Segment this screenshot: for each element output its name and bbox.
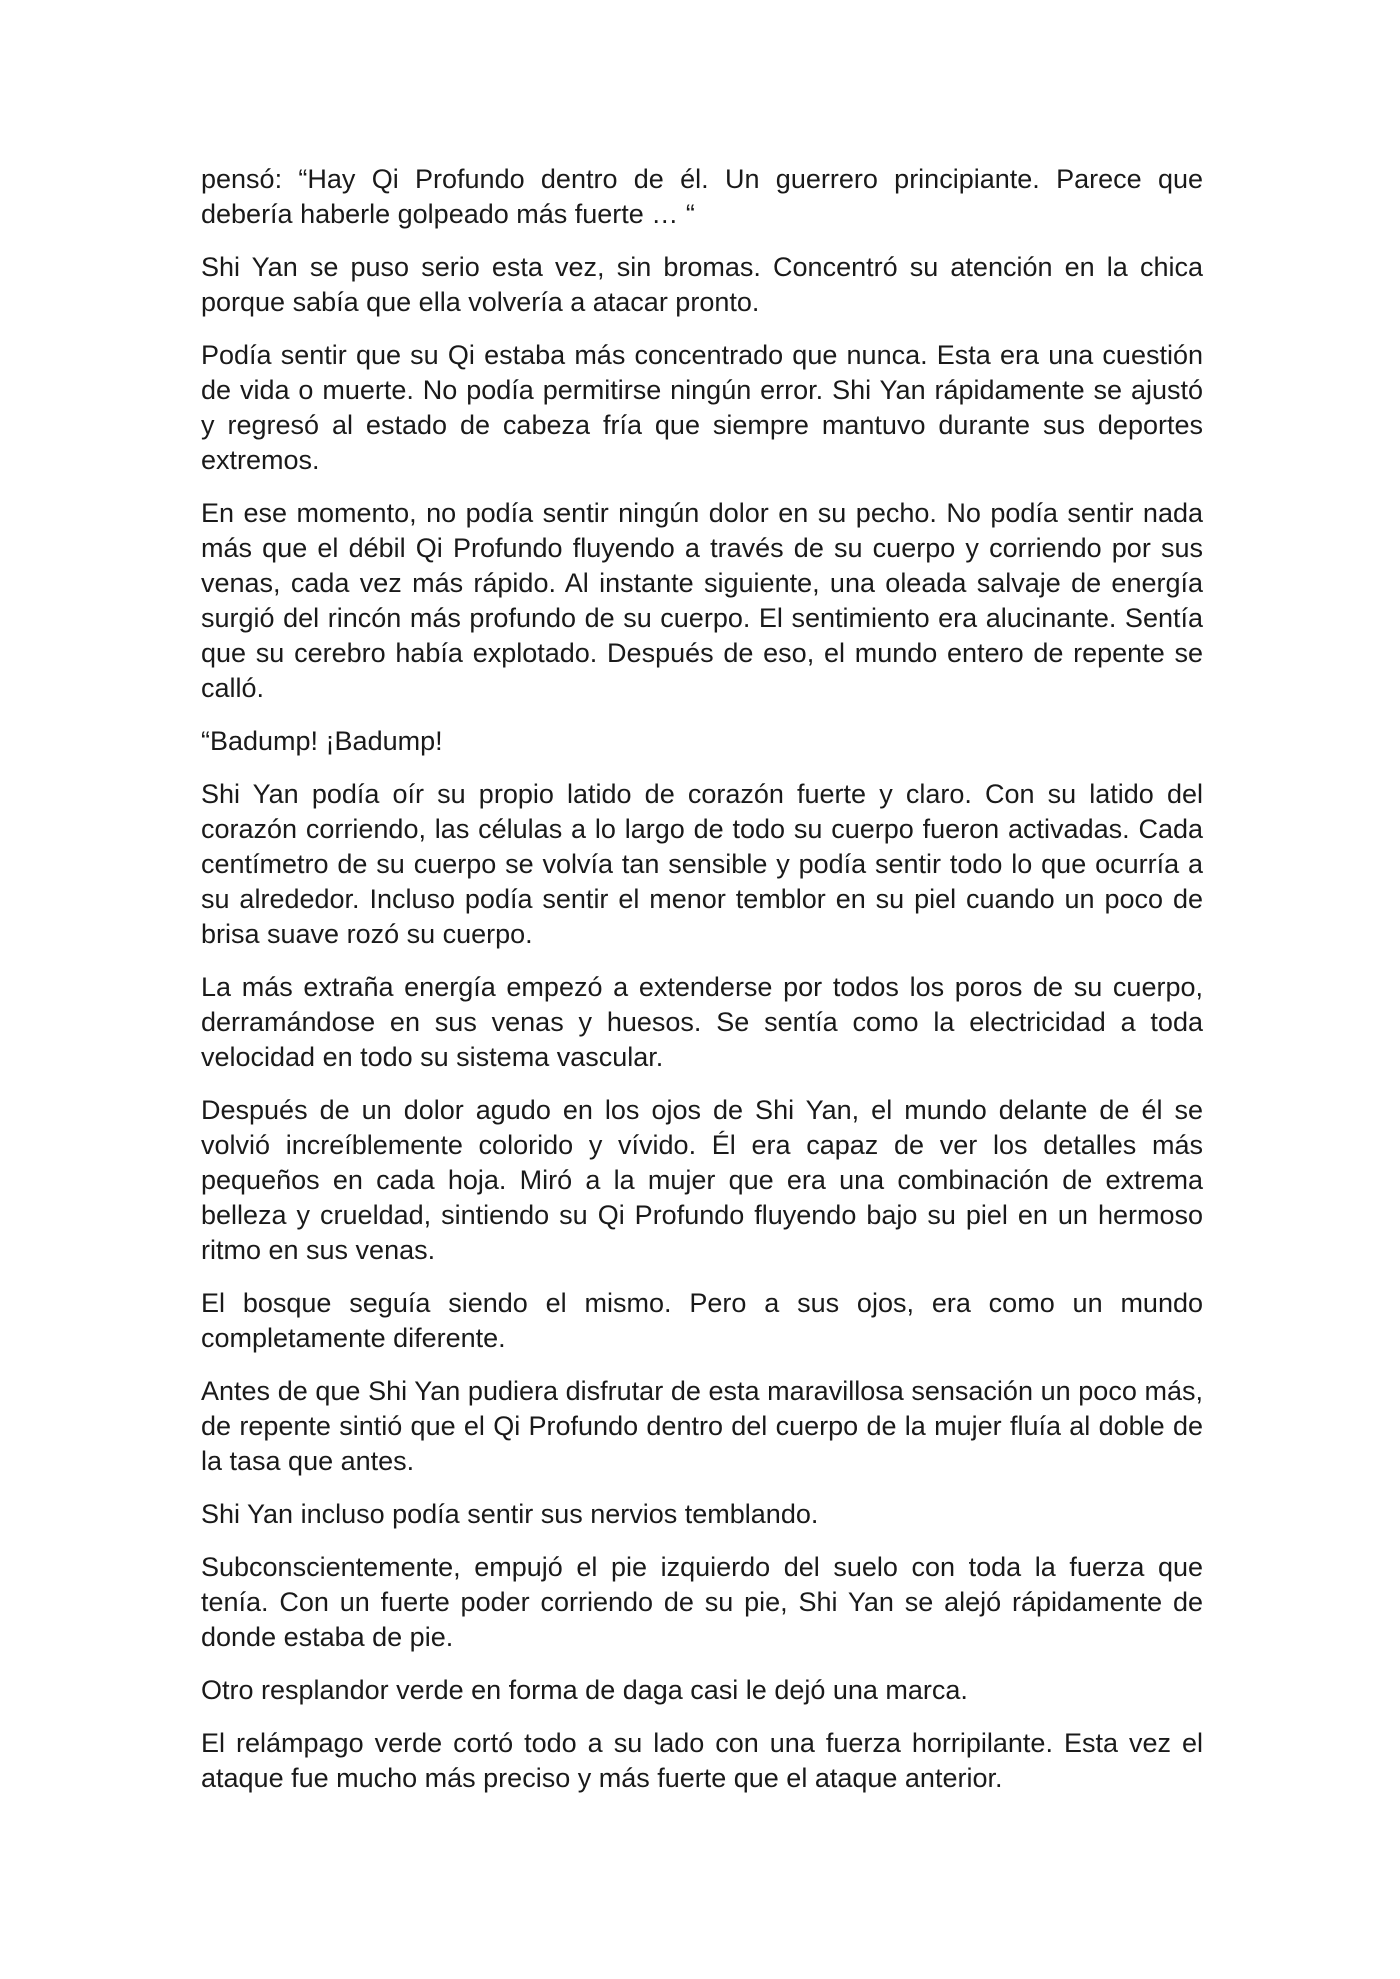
paragraph: “Badump! ¡Badump! [201,726,443,756]
paragraph: pensó: “Hay Qi Profundo dentro de él. Un guerrero principiante. Parece que debería haberle golpeado más fuerte … “ [201,164,1203,229]
paragraph: Subconscientemente, empujó el pie izquierdo del suelo con toda la fuerza que tenía. Con un fuerte poder corriendo de su pie, Shi Yan se alejó rápidamente de donde estaba de pie. [201,1552,1203,1652]
paragraph: Otro resplandor verde en forma de daga casi le dejó una marca. [201,1675,968,1705]
paragraph: El bosque seguía siendo el mismo. Pero a sus ojos, era como un mundo completamente diferente. [201,1288,1203,1353]
paragraph: En ese momento, no podía sentir ningún dolor en su pecho. No podía sentir nada más que el débil Qi Profundo fluyendo a través de su cuerpo y corriendo por sus venas, cada vez más rápido. Al instante siguiente, una oleada salvaje de energía surgió del rincón más profundo de su cuerpo. El sentimiento era alucinante. Sentía que su cerebro había explotado. Después de eso, el mundo entero de repente se calló. [201,498,1203,703]
paragraph: Después de un dolor agudo en los ojos de Shi Yan, el mundo delante de él se volvió increíblemente colorido y vívido. Él era capaz de ver los detalles más pequeños en cada hoja. Miró a la mujer que era una combinación de extrema belleza y crueldad, sintiendo su Qi Profundo fluyendo bajo su piel en un hermoso ritmo en sus venas. [201,1095,1203,1265]
paragraph: El relámpago verde cortó todo a su lado con una fuerza horripilante. Esta vez el ataque fue mucho más preciso y más fuerte que el ataque anterior. [201,1728,1203,1793]
paragraph: Podía sentir que su Qi estaba más concentrado que nunca. Esta era una cuestión de vida o muerte. No podía permitirse ningún error. Shi Yan rápidamente se ajustó y regresó al estado de cabeza fría que siempre mantuvo durante sus deportes extremos. [201,340,1203,475]
paragraph: La más extraña energía empezó a extenderse por todos los poros de su cuerpo, derramándose en sus venas y huesos. Se sentía como la electricidad a toda velocidad en todo su sistema vascular. [201,972,1203,1072]
paragraph: Shi Yan se puso serio esta vez, sin bromas. Concentró su atención en la chica porque sabía que ella volvería a atacar pronto. [201,252,1203,317]
paragraph: Shi Yan podía oír su propio latido de corazón fuerte y claro. Con su latido del corazón corriendo, las células a lo largo de todo su cuerpo fueron activadas. Cada centímetro de su cuerpo se volvía tan sensible y podía sentir todo lo que ocurría a su alrededor. Incluso podía sentir el menor temblor en su piel cuando un poco de brisa suave rozó su cuerpo. [201,779,1203,949]
paragraph: Shi Yan incluso podía sentir sus nervios temblando. [201,1499,819,1529]
document-body [201,162,1203,1814]
paragraph: Antes de que Shi Yan pudiera disfrutar de esta maravillosa sensación un poco más, de repente sintió que el Qi Profundo dentro del cuerpo de la mujer fluía al doble de la tasa que antes. [201,1376,1203,1476]
